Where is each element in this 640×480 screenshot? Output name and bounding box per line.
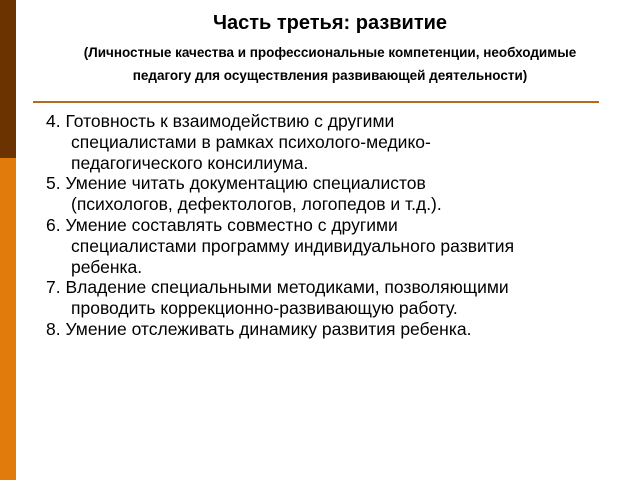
list-item-text: специалистами программу индивидуального развития (71, 235, 515, 256)
list-item-text: (психологов, дефектологов, логопедов и т.д.). (71, 194, 442, 215)
title-divider (33, 101, 599, 103)
list-item (46, 277, 626, 319)
slide-title: Часть третья: развитие (212, 12, 448, 34)
subtitle-line: (Личностные качества и профессиональные компетенции, необходимые (83, 45, 577, 60)
list-item-text: ребенка. (71, 256, 143, 277)
list-item (46, 173, 626, 215)
list-item (46, 215, 626, 277)
list-item-text: 8. Умение отслеживать динамику развития ребенка. (46, 318, 472, 339)
competence-list (46, 111, 626, 340)
subtitle-line: педагогу для осуществления развивающей деятельности) (132, 68, 528, 83)
sidebar-accent-orange (0, 158, 16, 480)
list-item-text: 6. Умение составлять совместно с другими (46, 214, 398, 235)
list-item-text: педагогического консилиума. (71, 152, 309, 173)
list-item (46, 111, 626, 173)
list-item-text: специалистами в рамках психолого-медико- (71, 131, 431, 152)
list-item-text: 4. Готовность к взаимодействию с другими (46, 111, 395, 131)
list-item (46, 319, 626, 340)
slide-subtitle (20, 41, 640, 87)
list-item-text: 5. Умение читать документацию специалистов (46, 173, 426, 194)
sidebar-accent-dark (0, 0, 16, 158)
list-item-text: 7. Владение специальными методиками, позволяющими (46, 277, 509, 298)
list-item-text: проводить коррекционно-развивающую работу. (71, 298, 458, 319)
